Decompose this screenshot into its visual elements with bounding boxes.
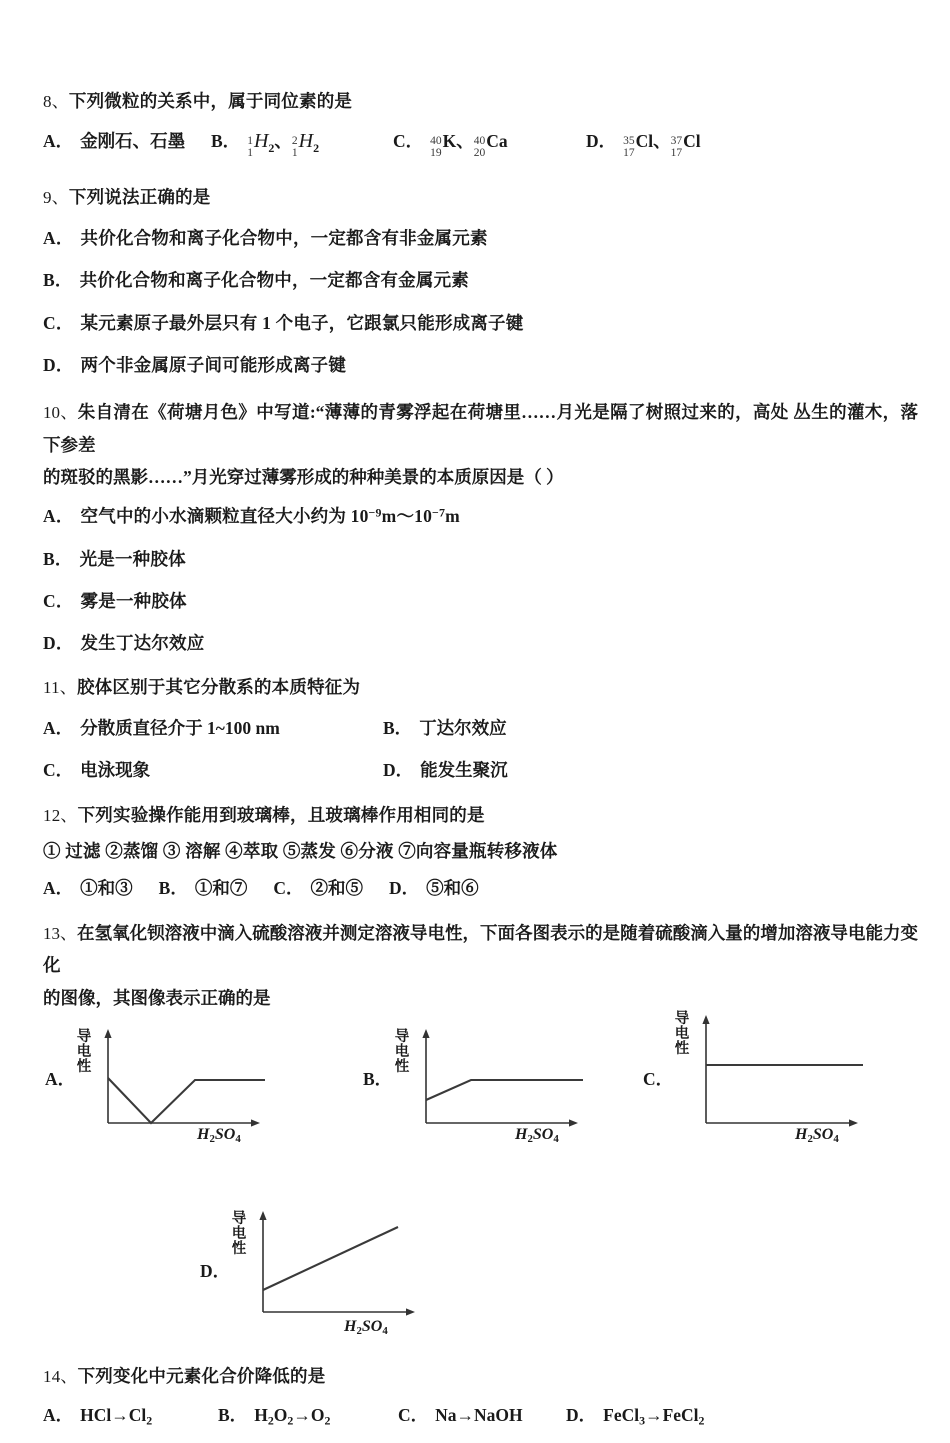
isotope-cl35: 35 17 Cl xyxy=(623,130,654,159)
question-11-number: 11、 xyxy=(43,678,77,698)
question-9-stem xyxy=(43,184,918,211)
question-13-graphs-row2 xyxy=(43,1188,918,1363)
option-9-B[interactable]: B． 共价化合物和离子化合物中，一定都含有金属元素 xyxy=(43,270,469,291)
graph-C-label: C． xyxy=(643,1069,674,1090)
option-8-D[interactable]: D． 35 17 Cl、 37 17 Cl xyxy=(586,128,701,162)
graph-B-label: B． xyxy=(363,1069,393,1090)
option-9-A[interactable]: A． 共价化合物和离子化合物中，一定都含有非金属元素 xyxy=(43,228,488,249)
option-11-C[interactable]: C． 电泳现象 xyxy=(43,760,151,781)
option-9-C[interactable]: C． 某元素原子最外层只有 1 个电子，它跟氯只能形成离子键 xyxy=(43,312,524,333)
isotope-h1: 1 1 $H_2$ xyxy=(247,129,275,159)
graph-D-yaxis-label: 导电性 xyxy=(231,1211,247,1258)
question-14-options xyxy=(43,1402,918,1430)
option-11-A[interactable]: A． 分散质直径介于 1~100 nm xyxy=(43,718,280,739)
sci-notation-2: $10^{-7}m$ xyxy=(414,505,460,527)
option-12-A[interactable]: A． ①和③ xyxy=(43,877,133,898)
question-11-stem: 11、胶体区别于其它分散系的本质特征为 xyxy=(43,677,361,698)
option-10-A[interactable]: A． 空气中的小水滴颗粒直径大小约为 $10^{-9}m\sim 10^{-7}m$ xyxy=(43,505,460,527)
graph-A-xaxis-label: $H_2SO_4$ xyxy=(197,1126,241,1146)
question-13-stem-line1: 13、在氢氧化钡溶液中滴入硫酸溶液并测定溶液导电性，下面各图表示的是随着硫酸滴入量的增加溶液导电能力变化 xyxy=(43,922,919,976)
option-12-C[interactable]: C． ②和⑤ xyxy=(273,877,363,898)
option-14-A[interactable]: A． $HCl\to Cl_2$ xyxy=(43,1404,153,1428)
graph-option-A[interactable] xyxy=(43,1018,303,1168)
graph-A-label: A． xyxy=(45,1069,76,1090)
question-9-number: 9、 xyxy=(43,188,69,208)
option-14-D[interactable]: D． FeCl$_3$→FeCl$_2$ xyxy=(566,1404,705,1428)
graph-C-xaxis-label: $H_2SO_4$ xyxy=(795,1126,839,1146)
graph-B-yaxis-label: 导电性 xyxy=(394,1029,410,1076)
option-12-B[interactable]: B． ①和⑦ xyxy=(158,877,248,898)
question-11-options-row2 xyxy=(43,757,918,783)
question-13-number: 13、 xyxy=(43,923,78,943)
question-8-text: 下列微粒的关系中，属于同位素的是 xyxy=(68,91,353,111)
question-13-graphs-row1 xyxy=(43,1011,918,1186)
option-10-D[interactable]: D． 发生丁达尔效应 xyxy=(43,633,205,654)
option-9-D[interactable]: D． 两个非金属原子间可能形成离子键 xyxy=(43,354,347,375)
question-14-stem: 14、下列变化中元素化合价降低的是 xyxy=(43,1366,326,1387)
isotope-k40: 40 19 K xyxy=(430,130,457,159)
graph-C-yaxis-label: 导电性 xyxy=(674,1011,690,1058)
graph-D-xaxis-label: $H_2SO_4$ xyxy=(344,1318,388,1338)
question-12-items: ① 过滤 ②蒸馏 ③ 溶解 ④萃取 ⑤蒸发 ⑥分液 ⑦向容量瓶转移液体 xyxy=(43,841,558,862)
isotope-h2: 2 1 $H_2$ xyxy=(291,129,320,159)
option-11-D[interactable]: D． 能发生聚沉 xyxy=(383,760,508,781)
question-14-number: 14、 xyxy=(43,1367,78,1387)
question-10-number: 10、 xyxy=(43,403,78,423)
question-10-stem-line2: 的斑驳的黑影……”月光穿过薄雾形成的种种美景的本质原因是（ ） xyxy=(43,466,564,487)
question-9-text: 下列说法正确的是 xyxy=(68,187,211,208)
option-10-C[interactable]: C． 雾是一种胶体 xyxy=(43,590,187,611)
graph-option-D[interactable] xyxy=(198,1202,458,1352)
question-13-stem-line2: 的图像，其图像表示正确的是 xyxy=(43,987,271,1008)
question-10-stem-line1: 10、朱自清在《荷塘月色》中写道:“薄薄的青雾浮起在荷塘里……月光是隔了树照过来的，高处 丛生的灌木，落下参差 xyxy=(43,402,919,455)
graph-option-C[interactable] xyxy=(641,1008,901,1158)
option-14-B[interactable]: B． $H_2O_2\to O_2$ xyxy=(218,1404,331,1428)
question-12-options xyxy=(43,875,918,901)
question-11-options-row1 xyxy=(43,715,918,741)
question-12-number: 12、 xyxy=(43,805,78,825)
option-8-C[interactable]: C． 40 19 K、 40 20 Ca xyxy=(393,128,586,162)
option-8-B[interactable]: B． 1 1 $H_2$、 2 1 $H_2$ xyxy=(211,126,393,162)
sci-notation-1: $10^{-9}m$ xyxy=(350,505,397,527)
isotope-ca40: 40 20 Ca xyxy=(473,130,508,159)
option-12-D[interactable]: D． ⑤和⑥ xyxy=(388,877,479,898)
option-10-B[interactable]: B． 光是一种胶体 xyxy=(43,548,186,569)
option-8-A[interactable]: A． 金刚石、石墨 xyxy=(43,130,186,151)
graph-option-B[interactable] xyxy=(361,1018,621,1168)
page-content xyxy=(43,88,918,1443)
option-11-B[interactable]: B． 丁达尔效应 xyxy=(383,718,507,739)
graph-A-yaxis-label: 导电性 xyxy=(76,1029,92,1076)
question-12-stem: 12、下列实验操作能用到玻璃棒，且玻璃棒作用相同的是 xyxy=(43,804,485,825)
question-8-options xyxy=(43,126,918,162)
graph-B-xaxis-label: $H_2SO_4$ xyxy=(515,1126,559,1146)
question-8-number: 8、 xyxy=(43,92,69,111)
isotope-cl37: 37 17 Cl xyxy=(670,130,701,159)
question-8-stem xyxy=(43,88,918,115)
option-14-C[interactable]: C． Na→NaOH xyxy=(398,1404,523,1425)
graph-D-label: D． xyxy=(200,1261,231,1282)
